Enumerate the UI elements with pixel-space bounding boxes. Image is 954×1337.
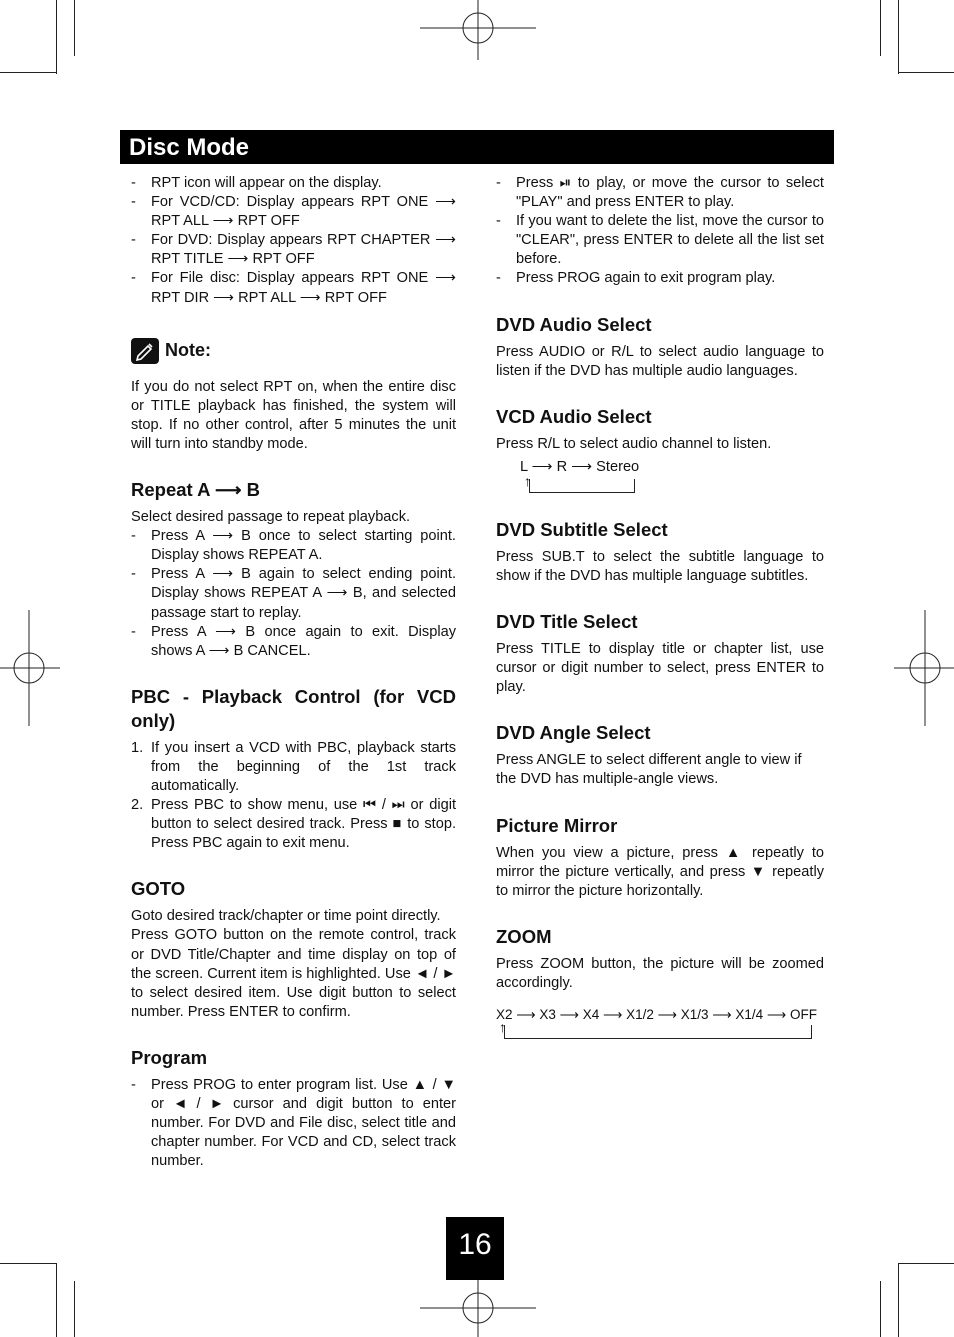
page-number: 16 xyxy=(446,1217,504,1280)
section-heading: Program xyxy=(131,1046,208,1068)
arrow-up-icon: ↑ xyxy=(524,472,531,489)
list-item: - For File disc: Display appears RPT ONE ⟶ RPT DIR ⟶ RPT ALL ⟶ RPT OFF xyxy=(131,270,456,306)
list-item: - Press PROG to enter program list. Use ▲ / ▼ or ◄ / ► cursor and digit button to enter number. For DVD and File disc, select title and chapter number. For VCD and CD, select track number. xyxy=(131,1076,456,1170)
section-text: Press SUB.T to select the subtitle language to show if the DVD has multiple language subtitles. xyxy=(496,548,824,584)
list-item: - Press ⏯ to play, or move the cursor to select "PLAY" and press ENTER to play. xyxy=(496,175,824,211)
list-item: - For VCD/CD: Display appears RPT ONE ⟶ RPT ALL ⟶ RPT OFF xyxy=(131,194,456,230)
note-text: If you do not select RPT on, when the entire disc or TITLE playback has finished, the system will stop. If no other control, after 5 minutes the unit will turn into standby mode. xyxy=(131,378,456,452)
note-label: Note: xyxy=(165,340,211,361)
list-item: - Press A ⟶ B once to select starting point. Display shows REPEAT A. xyxy=(131,528,456,564)
section-heading: DVD Audio Select xyxy=(496,313,652,335)
section-text: Press R/L to select audio channel to listen. xyxy=(496,435,772,452)
cycle-label: L ⟶ R ⟶ Stereo xyxy=(520,458,640,475)
loop-line xyxy=(529,479,635,493)
list-item: - If you want to delete the list, move the cursor to "CLEAR", press ENTER to delete all the list set before. xyxy=(496,213,824,268)
section-heading: VCD Audio Select xyxy=(496,405,652,427)
section-text: When you view a picture, press ▲ repeatly to mirror the picture vertically, and press ▼ repeatly to mirror the picture horizontally. xyxy=(496,844,824,899)
note-header xyxy=(131,338,456,364)
registration-mark-right xyxy=(894,610,954,726)
section-heading: DVD Subtitle Select xyxy=(496,518,668,540)
list-item: 2. Press PBC to show menu, use ⏮ / ⏭ or digit button to select desired track. Press ■ to stop. Press PBC again to exit menu. xyxy=(131,797,456,852)
left-column xyxy=(131,174,456,1171)
list-item: - Press PROG again to exit program play. xyxy=(496,270,776,287)
section-heading: GOTO xyxy=(131,878,186,900)
section-text: Press TITLE to display title or chapter list, use cursor or digit number to select, press ENTER to play. xyxy=(496,641,824,696)
list-item: - For DVD: Display appears RPT CHAPTER ⟶ RPT TITLE ⟶ RPT OFF xyxy=(131,232,456,268)
goto-text: Press GOTO button on the remote control, track or DVD Title/Chapter and time display on top of the screen. Current item is highlighted. Use ◄ / ► to select desired item. Use digit button to select number. Press ENTER to confirm. xyxy=(131,927,456,1020)
section-text: Press ZOOM button, the picture will be zoomed accordingly. xyxy=(496,955,824,991)
zoom-cycle xyxy=(496,1005,824,1049)
section-heading: Repeat A ⟶ B xyxy=(131,479,260,501)
list-item: 1. If you insert a VCD with PBC, playback starts from the beginning of the 1st track automatically. xyxy=(131,739,456,794)
pencil-icon xyxy=(131,338,159,364)
section-heading: DVD Title Select xyxy=(496,611,638,633)
list-item: - Press A ⟶ B again to select ending point. Display shows REPEAT A ⟶ B, and selected passage start to replay. xyxy=(131,566,456,621)
registration-mark-bottom xyxy=(420,1277,536,1337)
registration-mark-top xyxy=(420,0,536,60)
list-item: - Press A ⟶ B once again to exit. Display shows A ⟶ B CANCEL. xyxy=(131,623,456,659)
goto-text: Goto desired track/chapter or time point directly. xyxy=(131,908,441,925)
section-heading: ZOOM xyxy=(496,925,552,947)
arrow-up-icon: ↑ xyxy=(499,1018,506,1035)
section-text: Press ANGLE to select different angle to view if the DVD has multiple-angle views. xyxy=(496,752,802,788)
list-item: - RPT icon will appear on the display. xyxy=(131,175,382,191)
section-text: Press AUDIO or R/L to select audio language to listen if the DVD has multiple audio languages. xyxy=(496,343,824,379)
vcd-audio-cycle xyxy=(496,454,824,494)
section-heading: DVD Angle Select xyxy=(496,722,651,744)
section-heading: PBC - Playback Control (for VCD only) xyxy=(131,685,456,731)
cycle-label: X2 ⟶ X3 ⟶ X4 ⟶ X1/2 ⟶ X1/3 ⟶ X1/4 ⟶ OFF xyxy=(496,1006,817,1022)
registration-mark-left xyxy=(0,610,60,726)
repeat-ab-intro: Select desired passage to repeat playback. xyxy=(131,509,411,526)
repeat-list xyxy=(131,174,456,308)
section-heading: Picture Mirror xyxy=(496,814,618,836)
right-column xyxy=(496,174,824,1049)
page-title: Disc Mode xyxy=(120,130,834,164)
loop-line xyxy=(504,1025,812,1039)
